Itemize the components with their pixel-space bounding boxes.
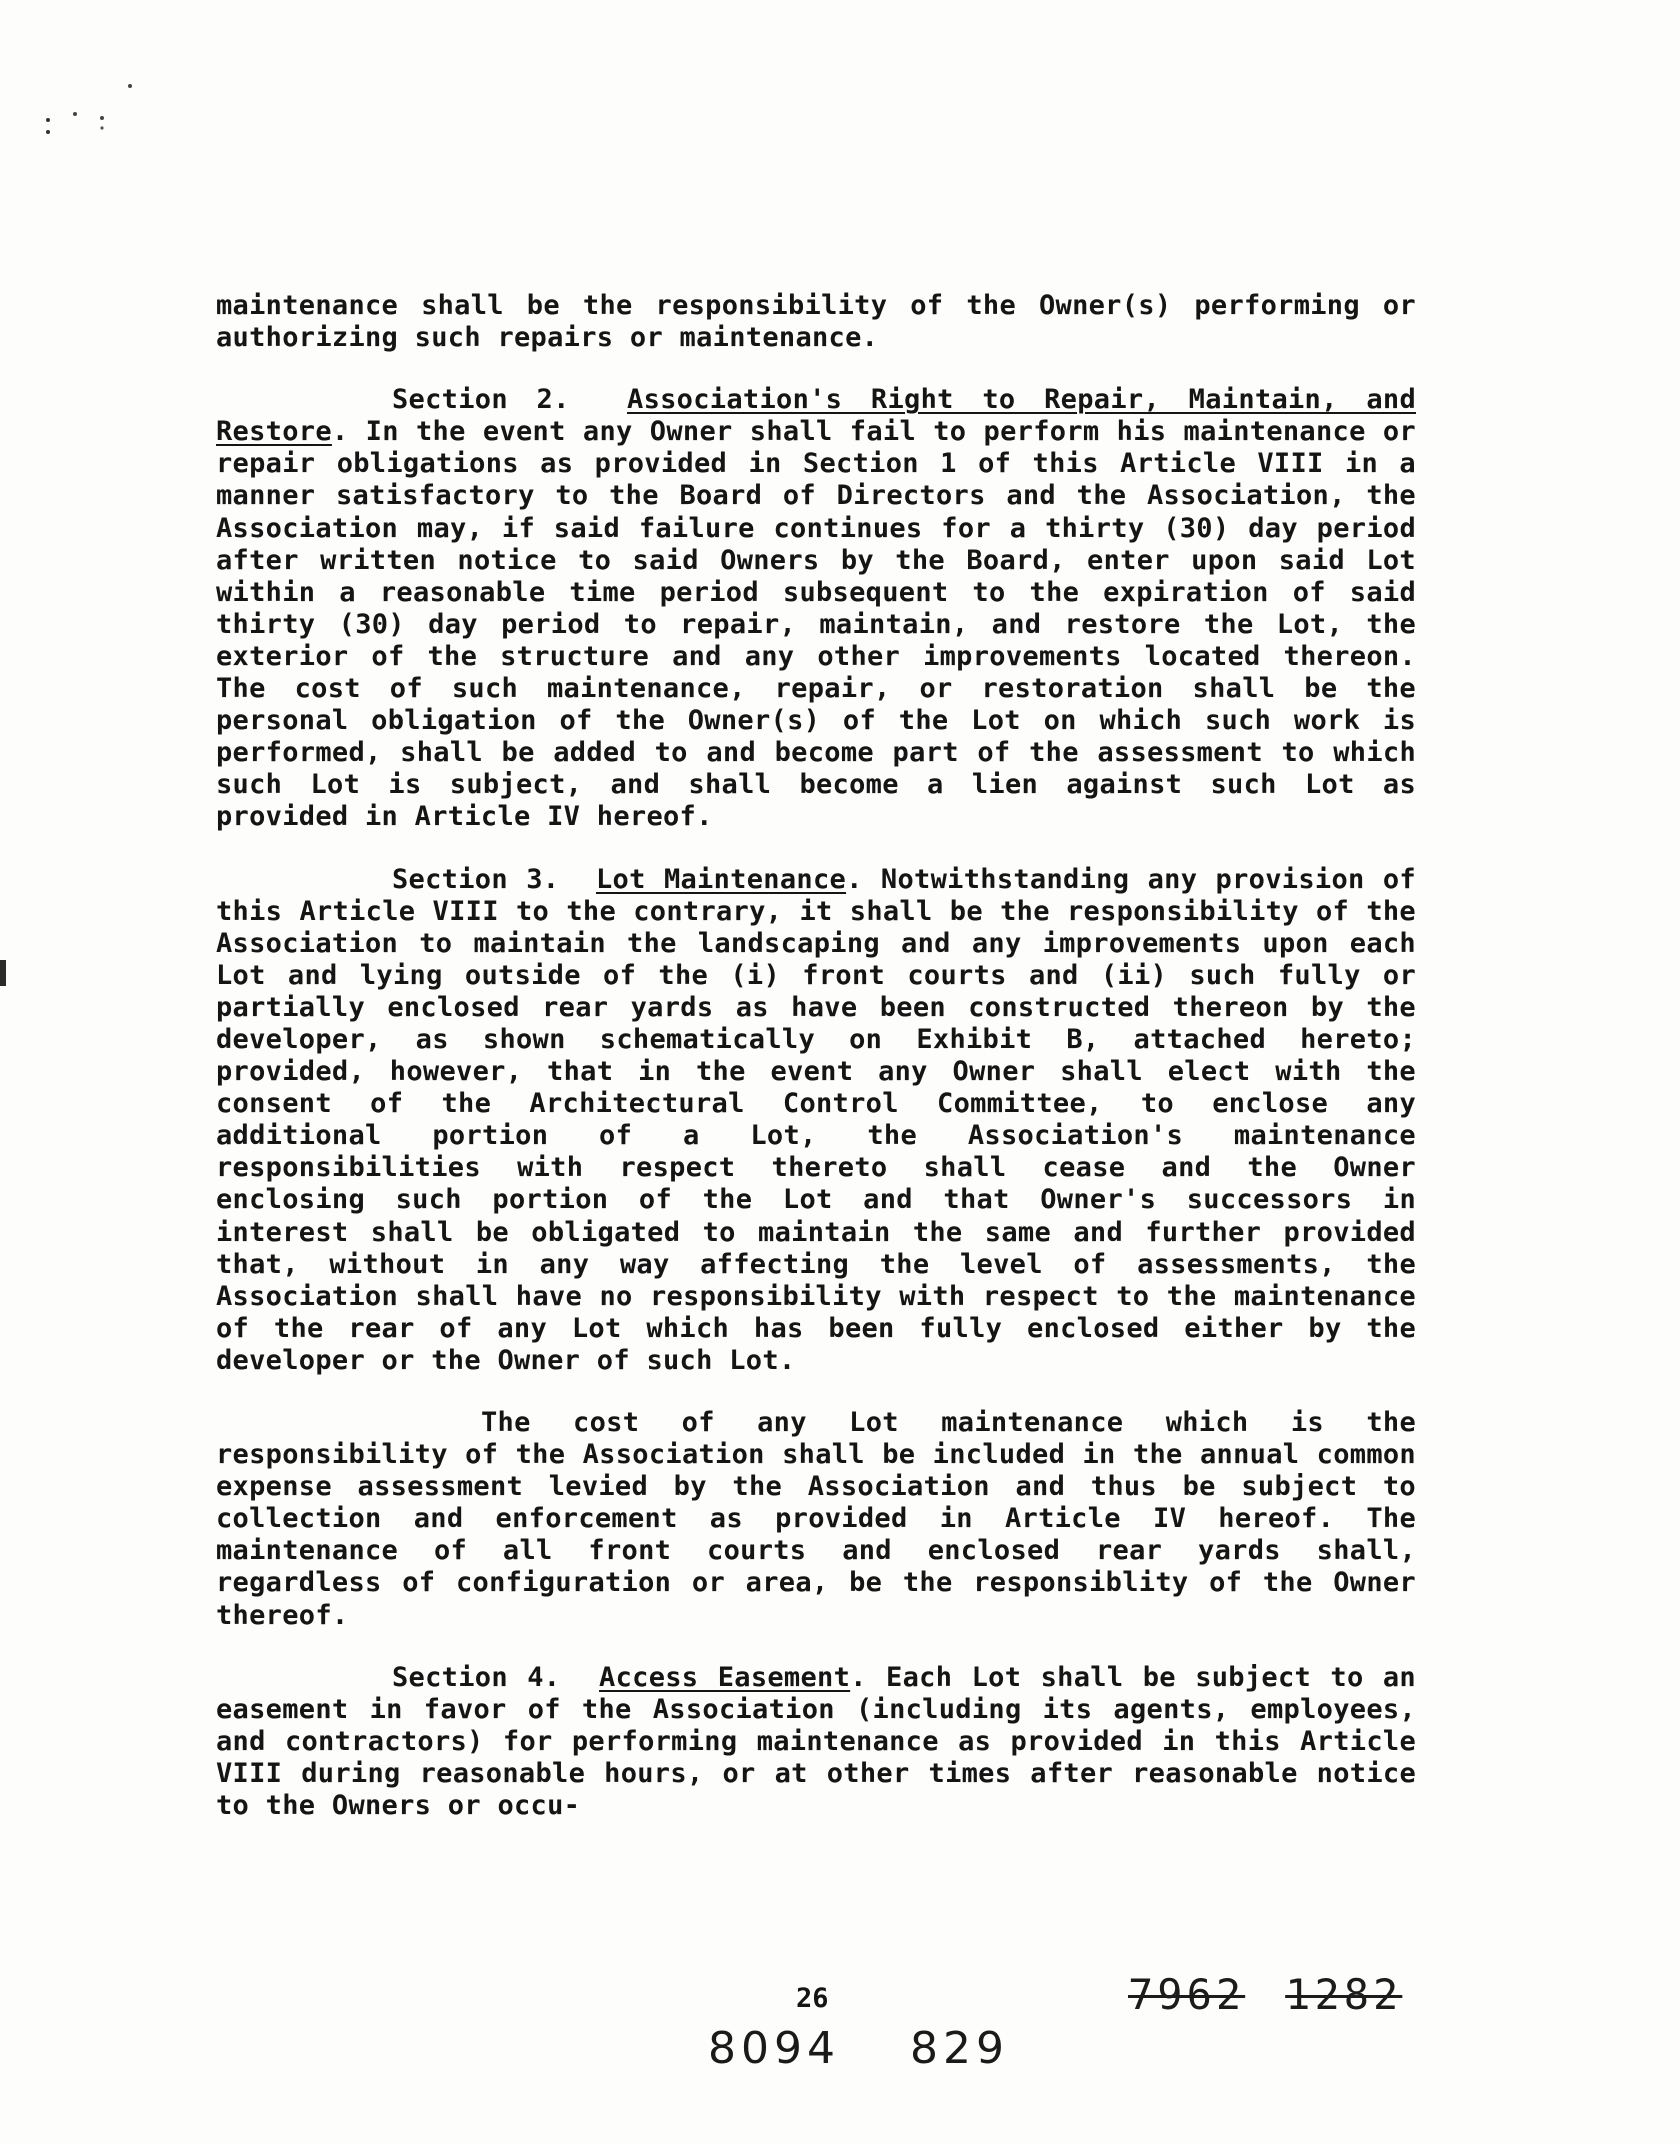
section-4-body: . Each Lot shall be subject to an easement in favor of the Association (including its agents, employees, and contractors) for performing maintenance as provided in this Article VIII during reasonable hours, or at other times after reasonable notice to the Owners or occu- bbox=[216, 1661, 1416, 1822]
section-3-continuation-text: The cost of any Lot maintenance which is the responsibility of the Association shall be included in the annual common expense assessment levied by the Association and thus be subject to collection and enforcement as provided in Article IV hereof. The maintenance of all front courts and enclosed rear yards shall, regardless of configuration or area, be the responsiblity of the Owner thereof. bbox=[216, 1407, 1416, 1631]
section-3-body: . Notwithstanding any provision of this Article VIII to the contrary, it shall be the responsibility of the Association to maintain the landscaping and any improvements upon each Lot and lying outside of the (i) front courts and (ii) such fully or partially enclosed rear yards as have been constructed thereon by the developer, as shown schematically on Exhibit B, attached hereto; provided, however, that in the event any Owner shall elect with the consent of the Architectural Control Committee, to enclose any additional portion of a Lot, the Association's maintenance responsibilities with respect thereto shall cease and the Owner enclosing such portion of the Lot and that Owner's successors in interest shall be obligated to maintain the same and further provided that, without in any way affecting the level of assessments, the Association shall have no responsibility with respect to the maintenance of the rear of any Lot which has been fully enclosed either by the developer or the Owner of such Lot. bbox=[216, 863, 1416, 1376]
section-4-paragraph bbox=[216, 1662, 1416, 1822]
section-4-heading: Access Easement bbox=[599, 1661, 851, 1693]
struck-page-number: 1282 bbox=[1285, 1970, 1403, 2019]
section-3-heading: Lot Maintenance bbox=[595, 863, 847, 895]
book-number: 8094 bbox=[708, 2023, 840, 2074]
section-3-paragraph bbox=[216, 864, 1416, 1378]
page-number: 26 bbox=[796, 1983, 829, 2014]
scan-edge-mark bbox=[0, 960, 10, 986]
section-3-continuation-paragraph bbox=[216, 1407, 1416, 1632]
struck-reference-number bbox=[1128, 1970, 1402, 2019]
document-body bbox=[216, 290, 1416, 1852]
book-page-number: 829 bbox=[909, 2023, 1009, 2074]
section-2-label: Section 2. bbox=[392, 384, 570, 416]
section-4-label: Section 4. bbox=[392, 1661, 561, 1693]
section-2-heading: Association's Right to Repair, Maintain, and Restore bbox=[216, 384, 1416, 448]
book-page-stamp bbox=[708, 2023, 1009, 2074]
struck-book-number: 7962 bbox=[1128, 1970, 1246, 2019]
scan-specks bbox=[40, 80, 200, 160]
section-2-paragraph bbox=[216, 384, 1416, 833]
opening-paragraph-text: maintenance shall be the responsibility of the Owner(s) performing or authorizing such repairs or maintenance. bbox=[216, 290, 1416, 354]
section-3-label: Section 3. bbox=[392, 863, 560, 895]
opening-paragraph bbox=[216, 290, 1416, 354]
section-2-body: . In the event any Owner shall fail to perform his maintenance or repair obligations as provided in Section 1 of this Article VIII in a manner satisfactory to the Board of Directors and the Association, the Association may, if said failure continues for a thirty (30) day period after written notice to said Owners by the Board, enter upon said Lot within a reasonable time period subsequent to the expiration of said thirty (30) day period to repair, maintain, and restore the Lot, the exterior of the structure and any other improvements located thereon. The cost of such maintenance, repair, or restoration shall be the personal obligation of the Owner(s) of the Lot on which such work is performed, shall be added to and become part of the assessment to which such Lot is subject, and shall become a lien against such Lot as provided in Article IV hereof. bbox=[216, 416, 1416, 833]
